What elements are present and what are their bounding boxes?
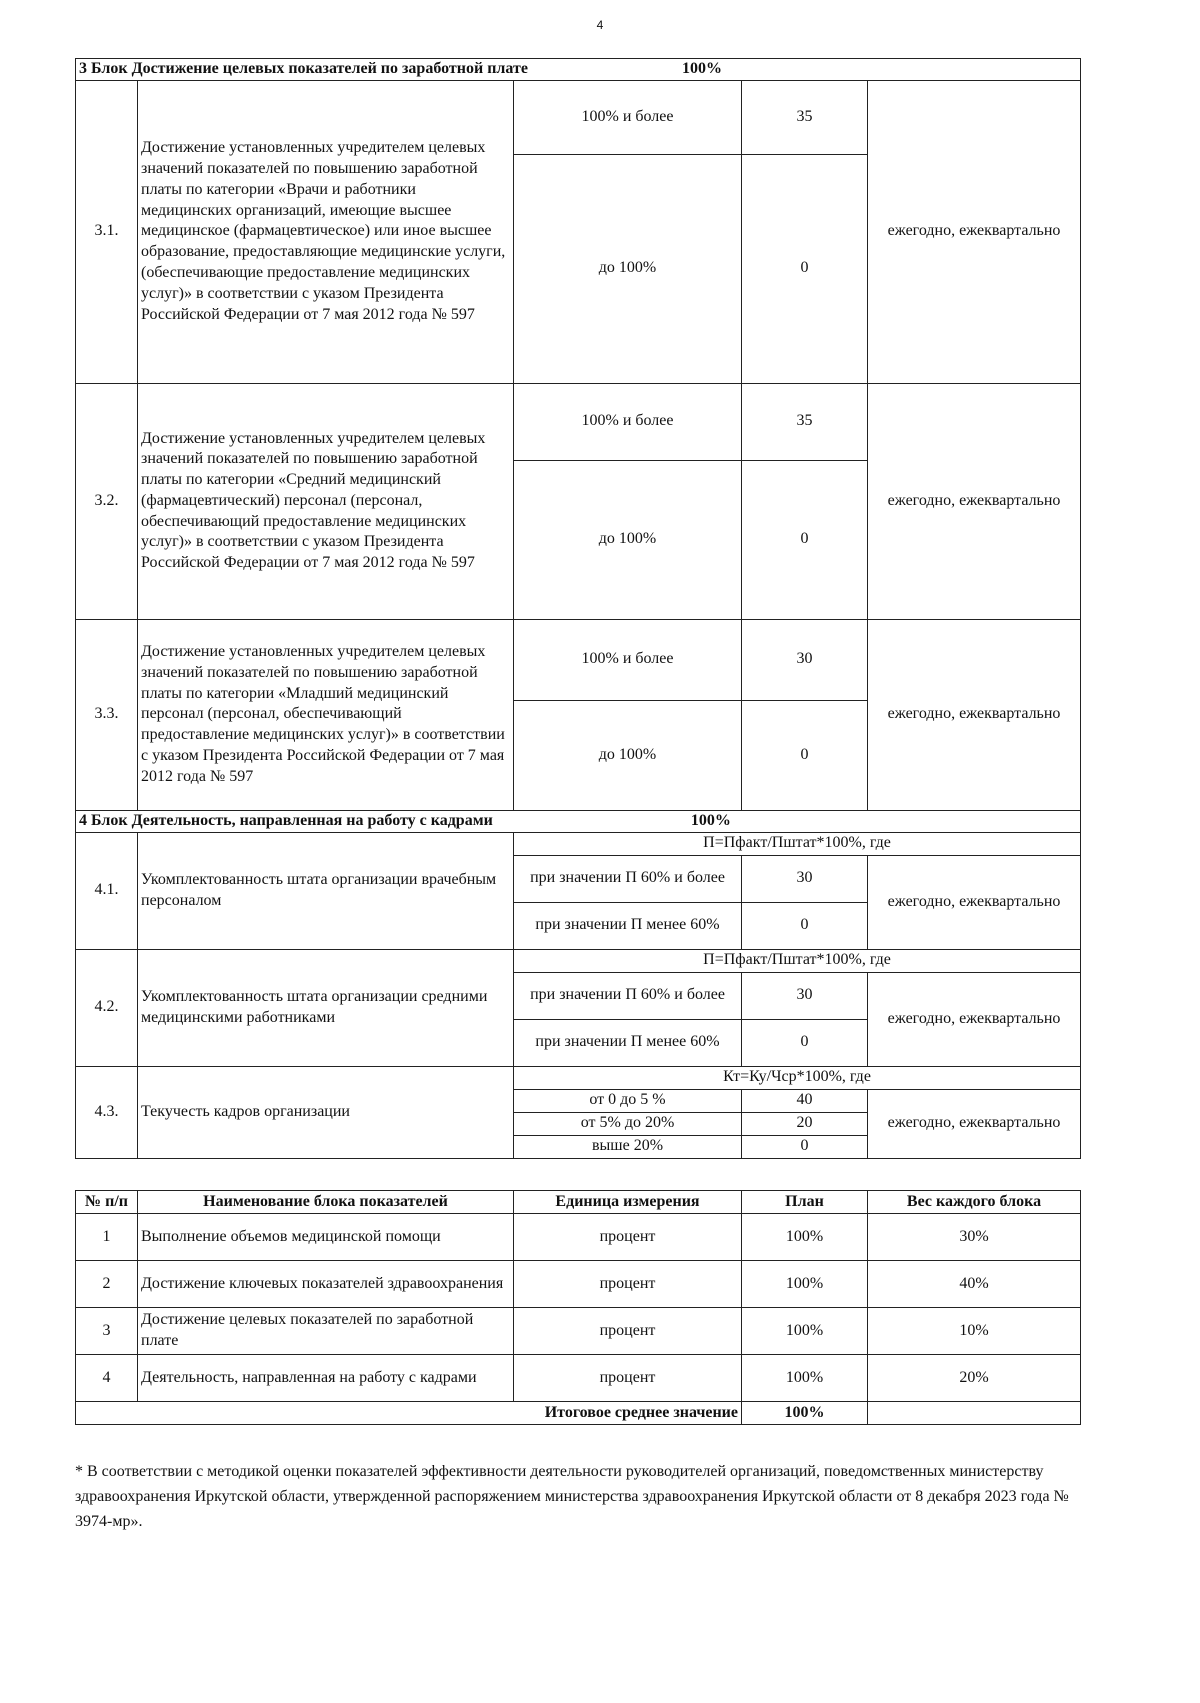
score-cell: 0 [742,1019,868,1066]
score-cell: 0 [742,154,868,383]
table-row [76,1066,1081,1089]
summary-header-row [76,1191,1081,1214]
summary-name: Деятельность, направленная на работу с кадрами [138,1355,514,1402]
period-cell: ежегодно, ежеквартально [868,855,1081,949]
summary-name: Достижение целевых показателей по заработной плате [138,1308,514,1355]
score-cell: 0 [742,700,868,810]
table-row [76,80,1081,154]
score-cell: 20 [742,1112,868,1135]
indicator-name: Достижение установленных учредителем целевых значений показателей по повышению заработной платы по категории «Средний медицинский (фармацевтический) персонал (персонал, обеспечивающий предоставление медицинских услуг)» в соответствии с указом Президента Российской Федерации от 7 мая 2012 года № 597 [138,383,514,619]
block3-header-row [76,59,1081,81]
summary-num: 3 [76,1308,138,1355]
total-label: Итоговое среднее значение [76,1402,742,1425]
summary-plan: 100% [742,1308,868,1355]
period-cell: ежегодно, ежеквартально [868,619,1081,810]
block4-title: 4 Блок Деятельность, направленная на работу с кадрами [79,811,493,829]
table-row [76,1308,1081,1355]
table-row [76,619,1081,700]
table-row [76,832,1081,855]
period-cell: ежегодно, ежеквартально [868,383,1081,619]
score-cell: 0 [742,460,868,619]
summary-name: Достижение ключевых показателей здравоохранения [138,1261,514,1308]
summary-name: Выполнение объемов медицинской помощи [138,1214,514,1261]
row-number: 4.2. [76,949,138,1066]
condition-cell: от 0 до 5 % [514,1089,742,1112]
footnote: * В соответствии с методикой оценки показателей эффективности деятельности руководителей организаций, поведомственных министерству здравоохранения Иркутской области, утвержденной распоряжением министерства здравоохранения Иркутской области от 8 декабря 2023 года № 3974-мр». [75,1463,1069,1530]
summary-weight: 40% [868,1261,1081,1308]
score-cell: 30 [742,972,868,1019]
table-row [76,1355,1081,1402]
header-cell: Единица измерения [514,1191,742,1214]
block3-weight: 100% [681,60,722,77]
table-row [76,383,1081,460]
summary-weight: 30% [868,1214,1081,1261]
indicators-table [75,58,1081,1159]
block3-title: 3 Блок Достижение целевых показателей по заработной плате [79,60,528,77]
condition-cell: от 5% до 20% [514,1112,742,1135]
summary-unit: процент [514,1214,742,1261]
score-cell: 40 [742,1089,868,1112]
indicator-name: Текучесть кадров организации [138,1066,514,1158]
row-number: 3.1. [76,80,138,383]
period-cell: ежегодно, ежеквартально [868,972,1081,1066]
block4-header-row [76,810,1081,832]
row-number: 4.3. [76,1066,138,1158]
indicator-name: Укомплектованность штата организации врачебным персоналом [138,832,514,949]
block4-weight: 100% [690,811,731,829]
indicator-name: Достижение установленных учредителем целевых значений показателей по повышению заработной платы по категории «Младший медицинский персонал (персонал, обеспечивающий предоставление медицинских услуг)» в соответствии с указом Президента Российской Федерации от 7 мая 2012 года № 597 [138,619,514,810]
summary-unit: процент [514,1261,742,1308]
summary-unit: процент [514,1308,742,1355]
condition-cell: при значении П менее 60% [514,1019,742,1066]
summary-weight: 20% [868,1355,1081,1402]
condition-cell: 100% и более [514,80,742,154]
summary-table [75,1190,1081,1425]
row-number: 3.3. [76,619,138,810]
score-cell: 30 [742,619,868,700]
condition-cell: 100% и более [514,619,742,700]
formula-cell: П=Пфакт/Пштат*100%, где [514,832,1081,855]
score-cell: 35 [742,383,868,460]
formula-cell: П=Пфакт/Пштат*100%, где [514,949,1081,972]
header-cell: План [742,1191,868,1214]
summary-weight: 10% [868,1308,1081,1355]
empty-cell [868,1402,1081,1425]
condition-cell: при значении П 60% и более [514,972,742,1019]
summary-unit: процент [514,1355,742,1402]
summary-plan: 100% [742,1355,868,1402]
formula-cell: Кт=Ку/Чср*100%, где [514,1066,1081,1089]
header-cell: Наименование блока показателей [138,1191,514,1214]
score-cell: 30 [742,855,868,902]
condition-cell: при значении П 60% и более [514,855,742,902]
indicator-name: Укомплектованность штата организации средними медицинскими работниками [138,949,514,1066]
summary-total-row [76,1402,1081,1425]
score-cell: 0 [742,1135,868,1158]
row-number: 3.2. [76,383,138,619]
table-row [76,949,1081,972]
period-cell: ежегодно, ежеквартально [868,1089,1081,1158]
table-row [76,1261,1081,1308]
score-cell: 0 [742,902,868,949]
condition-cell: выше 20% [514,1135,742,1158]
page-number: 4 [596,18,604,32]
indicator-name: Достижение установленных учредителем целевых значений показателей по повышению заработной платы по категории «Врачи и работники медицинских организаций, имеющие высшее медицинское (фармацевтическое) или иное высшее образование, предоставляющие медицинские услуги, (обеспечивающие предоставление медицинских услуг)» в соответствии с указом Президента Российской Федерации от 7 мая 2012 года № 597 [138,80,514,383]
score-cell: 35 [742,80,868,154]
summary-plan: 100% [742,1261,868,1308]
table-row [76,1214,1081,1261]
condition-cell: до 100% [514,460,742,619]
header-cell: № п/п [76,1191,138,1214]
period-cell: ежегодно, ежеквартально [868,80,1081,383]
summary-num: 4 [76,1355,138,1402]
total-value: 100% [742,1402,868,1425]
summary-num: 2 [76,1261,138,1308]
condition-cell: до 100% [514,154,742,383]
condition-cell: 100% и более [514,383,742,460]
row-number: 4.1. [76,832,138,949]
condition-cell: до 100% [514,700,742,810]
summary-num: 1 [76,1214,138,1261]
summary-plan: 100% [742,1214,868,1261]
condition-cell: при значении П менее 60% [514,902,742,949]
header-cell: Вес каждого блока [868,1191,1081,1214]
